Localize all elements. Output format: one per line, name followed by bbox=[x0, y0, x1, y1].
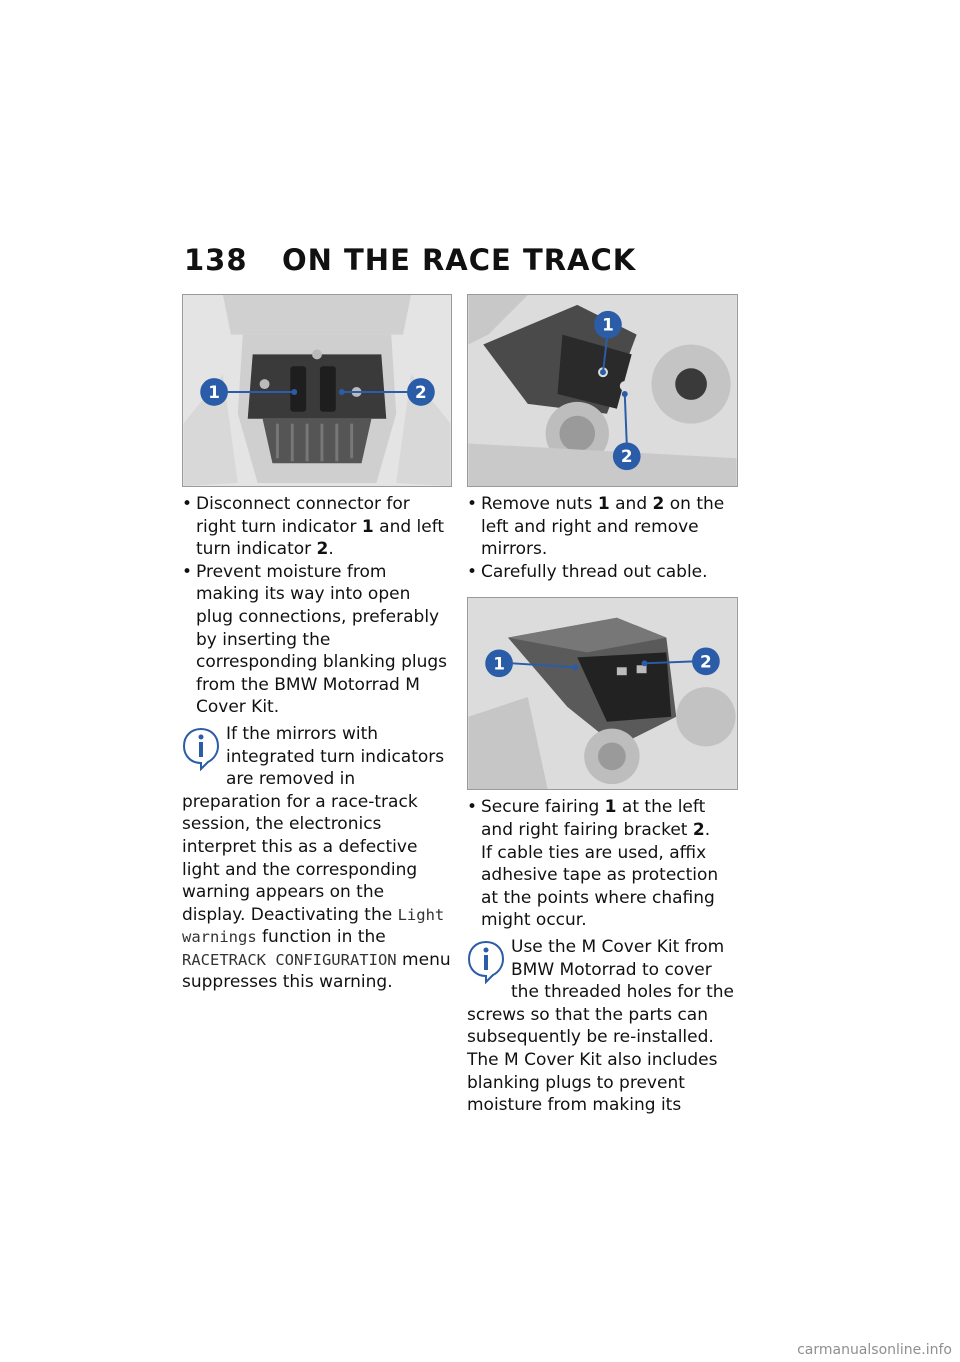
callout-2: 2 bbox=[700, 651, 712, 672]
cable-ties-paragraph: If cable ties are used, affix adhesive tape as protection at the points where chafing might occur. bbox=[481, 842, 719, 931]
step-prevent-moisture: • Prevent moisture from making its way into open plug connections, preferably by inserting the corresponding blanking plugs from the BMW Motorrad M Cover Kit. bbox=[182, 561, 452, 719]
figure-fairing-bracket bbox=[467, 597, 738, 790]
info-icon bbox=[182, 727, 220, 771]
figure-mirror-nuts bbox=[467, 294, 738, 487]
left-steps bbox=[182, 493, 452, 719]
figure-turn-indicator-connectors bbox=[182, 294, 452, 487]
cover-kit-note: Use the M Cover Kit from BMW Motorrad to cover the threaded holes for the screws so that the parts can subsequently be re-installed. The M Cover Kit also includes blanking plugs to prevent moisture from making its bbox=[467, 936, 734, 1116]
callout-1: 1 bbox=[602, 314, 614, 335]
step-remove-nuts: • Remove nuts 1 and 2 on the left and right and remove mirrors. bbox=[467, 493, 738, 561]
step-thread-out-cable: • Carefully thread out cable. bbox=[467, 561, 738, 584]
step-secure-fairing: • Secure fairing 1 at the left and right fairing bracket 2. bbox=[467, 796, 738, 841]
page-header bbox=[184, 240, 636, 280]
fairing-bracket-illustration bbox=[468, 598, 737, 789]
callout-1: 1 bbox=[208, 381, 220, 402]
watermark: carmanualsonline.info bbox=[797, 1342, 952, 1358]
mirror-nuts-illustration bbox=[468, 295, 737, 486]
right-steps-2 bbox=[467, 796, 738, 841]
callout-2: 2 bbox=[620, 446, 633, 467]
left-column bbox=[182, 294, 452, 994]
mirror-warning-note: If the mirrors with integrated turn indicators are removed in preparation for a race-track session, the electronics interpret this as a defective light and the corresponding warning appears on the display. Deactivating the Light warnings function in the RACETRACK CONFIGURATION menu suppresses this warning. bbox=[182, 723, 451, 993]
callout-2: 2 bbox=[415, 381, 427, 402]
connector-illustration bbox=[183, 295, 451, 486]
step-disconnect-connector: • Disconnect connector for right turn indicator 1 and left turn indicator 2. bbox=[182, 493, 452, 561]
right-steps-1 bbox=[467, 493, 738, 583]
section-title: ON THE RACE TRACK bbox=[282, 243, 637, 277]
right-column bbox=[467, 294, 738, 1117]
info-icon bbox=[467, 940, 505, 984]
page-number: 138 bbox=[184, 243, 248, 277]
callout-1: 1 bbox=[493, 653, 505, 674]
light-warnings-function: Light warnings bbox=[182, 905, 445, 947]
racetrack-configuration-menu: RACETRACK CONFIGURATION bbox=[182, 950, 397, 969]
